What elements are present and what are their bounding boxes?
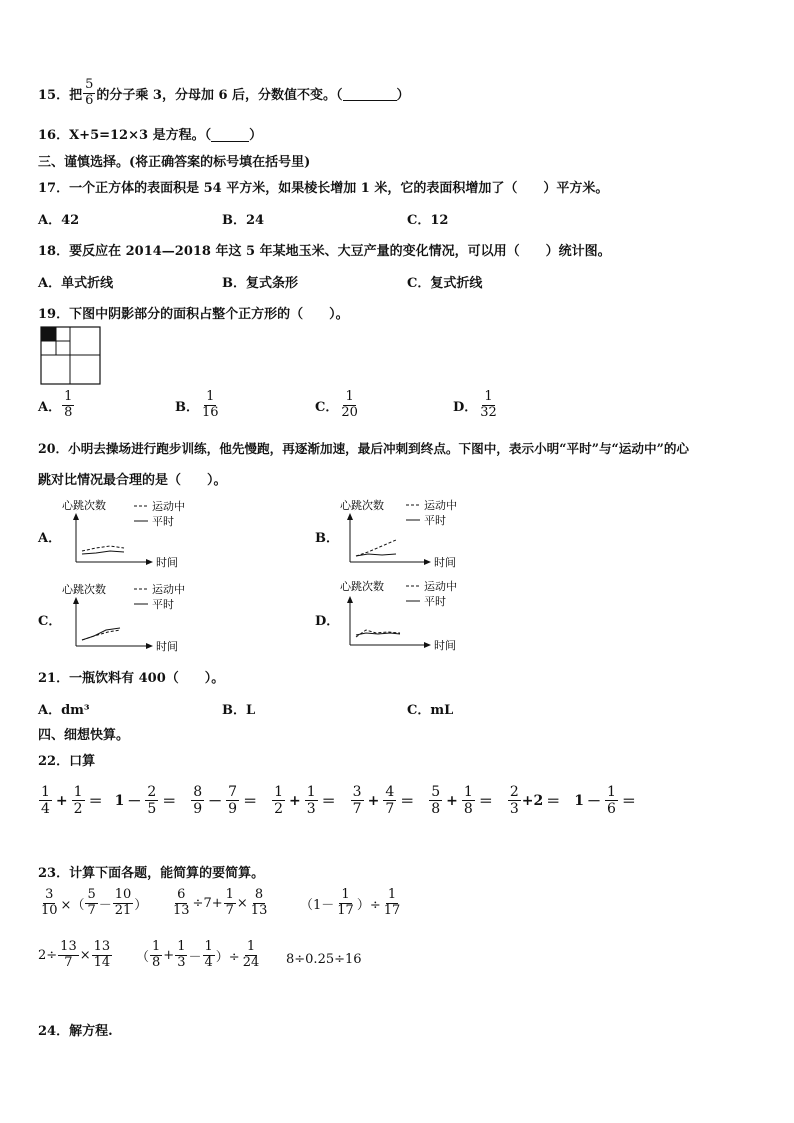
- q19-option-c[interactable]: C． $\frac{1}{20}$: [315, 389, 358, 420]
- svg-text:平时: 平时: [152, 598, 174, 611]
- q20-chart-b: [338, 496, 478, 570]
- chart-a-ylabel: 心跳次数: [62, 499, 106, 512]
- svg-text:时间: 时间: [434, 556, 456, 569]
- q18-option-c[interactable]: C．复式折线: [407, 276, 483, 291]
- q22-expr2: 1: [114, 792, 125, 809]
- q22-expr3: $\frac{8}{9}$: [193, 784, 203, 818]
- svg-text:心跳次数: 心跳次数: [340, 580, 384, 593]
- q23-expr2: $\frac{6}{13}$ ÷7+ $\frac{1}{7}$ × $\frac{8}{13}$: [173, 887, 268, 918]
- svg-text:时间: 时间: [156, 556, 178, 569]
- q16-answer-blank[interactable]: [211, 126, 249, 142]
- svg-text:运动中: 运动中: [152, 500, 185, 513]
- q18-text: 18．要反应在 2014—2018 年这 5 年某地玉米、大豆产量的变化情况，可以用（ ）统计图。: [38, 244, 611, 259]
- q18-option-a[interactable]: A．单式折线: [38, 276, 114, 291]
- q23-expr3: （1－ $\frac{1}{17}$ ）÷ $\frac{1}{17}$: [300, 887, 401, 918]
- q21-text: 21．一瓶饮料有 400（ ）。: [38, 671, 225, 686]
- q16-text: 16．X+5=12×3 是方程。（: [38, 128, 212, 143]
- q19-option-a[interactable]: A． $\frac{1}{8}$: [38, 389, 73, 420]
- q20-text-line1: 20．小明去操场进行跑步训练，他先慢跑，再逐渐加速，最后冲刺到终点。下图中，表示小明“平时”与“运动中”的心: [38, 441, 690, 456]
- q23-expr6: 8÷0.25÷16: [286, 952, 362, 967]
- q19-option-d[interactable]: D． $\frac{1}{32}$: [453, 389, 497, 420]
- svg-text:平时: 平时: [424, 514, 446, 527]
- q22-expr7: $\frac{2}{3}$: [509, 784, 519, 818]
- q20-text-line2: 跳对比情况最合理的是（ ）。: [38, 473, 227, 488]
- svg-text:时间: 时间: [434, 639, 456, 652]
- q22-expr5: $\frac{3}{7}$: [352, 784, 362, 818]
- q16: 16．X+5=12×3 是方程。（ ）: [38, 124, 262, 143]
- section-3-heading: 三、谨慎选择。(将正确答案的标号填在括号里): [38, 155, 311, 170]
- svg-text:平时: 平时: [152, 515, 174, 528]
- q23-title: 23．计算下面各题，能简算的要简算。: [38, 866, 265, 881]
- q15-fraction: $\frac{5}{6}$: [85, 77, 94, 108]
- svg-text:心跳次数: 心跳次数: [62, 583, 106, 596]
- q21-option-c[interactable]: C．mL: [407, 703, 454, 718]
- svg-text:心跳次数: 心跳次数: [340, 499, 384, 512]
- q19-square-figure: [40, 326, 102, 386]
- q20-chart-d: [338, 577, 478, 653]
- q17-option-b[interactable]: B．24: [222, 213, 265, 228]
- q17-option-c[interactable]: C．12: [407, 213, 449, 228]
- svg-text:平时: 平时: [424, 595, 446, 608]
- svg-text:运动中: 运动中: [424, 580, 457, 593]
- q20-chart-a: [60, 496, 200, 570]
- q20-option-b[interactable]: B．: [315, 531, 339, 546]
- q19-option-b[interactable]: B． $\frac{1}{16}$: [175, 389, 219, 420]
- q20-option-d[interactable]: D．: [315, 614, 340, 629]
- q22-expr4: $\frac{1}{2}$: [274, 784, 284, 818]
- q17-option-a[interactable]: A．42: [38, 213, 80, 228]
- q18-option-b[interactable]: B．复式条形: [222, 276, 298, 291]
- q21-option-b[interactable]: B．L: [222, 703, 256, 718]
- q21-option-a[interactable]: A．dm³: [38, 703, 90, 718]
- section-4-heading: 四、细想快算。: [38, 728, 130, 743]
- q23-expr4: 2÷ $\frac{13}{7}$ × $\frac{13}{14}$: [38, 939, 111, 970]
- q22-title: 22．口算: [38, 754, 96, 769]
- q22-expr1: $\frac{1}{4}$: [41, 784, 50, 818]
- q20-option-a[interactable]: A．: [38, 531, 62, 546]
- q15-number: 15．把: [38, 87, 83, 103]
- q20-option-c[interactable]: C．: [38, 614, 62, 629]
- q23-expr1: $\frac{3}{10}$ ×（ $\frac{5}{7}$ － $\frac{10}{21}$ ）: [41, 887, 148, 918]
- svg-text:时间: 时间: [156, 640, 178, 653]
- q15-text: 的分子乘 3，分母加 6 后，分数值不变。（: [96, 87, 343, 103]
- svg-text:运动中: 运动中: [424, 499, 457, 512]
- q24-title: 24．解方程.: [38, 1024, 113, 1039]
- q15: 15．把 $\frac{5}{6}$ 的分子乘 3，分母加 6 后，分数值不变。（ ）: [38, 77, 410, 108]
- q20-chart-c: [60, 580, 200, 654]
- q15-answer-blank[interactable]: [343, 85, 397, 101]
- q17-text: 17．一个正方体的表面积是 54 平方米，如果棱长增加 1 米，它的表面积增加了（ ）平方米。: [38, 181, 609, 196]
- q19-text: 19．下图中阴影部分的面积占整个正方形的（ ）。: [38, 307, 349, 322]
- q22-mental-math-row: $\frac{1}{4}$ + $\frac{1}{2}$ ＝ 1 － $\frac{2}{5}$ ＝ $\frac{8}{9}$ － $\frac{7}{9}$ ＝ $\frac{1}{2}$ + $\frac{1}{3}$ ＝ $\frac{3}{7}$ + $\frac{4}{7}$ ＝ $\frac{5}{8}$ + $\frac{1}{8}$ ＝ $\frac{2}{3}$ + 2 ＝ 1 － $\frac{1}{6}$ ＝: [41, 784, 636, 818]
- svg-text:运动中: 运动中: [152, 583, 185, 596]
- q22-expr6: $\frac{5}{8}$: [431, 784, 441, 818]
- q22-expr8: 1: [574, 792, 584, 809]
- q23-expr5: （ $\frac{1}{8}$ + $\frac{1}{3}$ － $\frac{1}{4}$ ）÷ $\frac{1}{24}$: [136, 939, 260, 970]
